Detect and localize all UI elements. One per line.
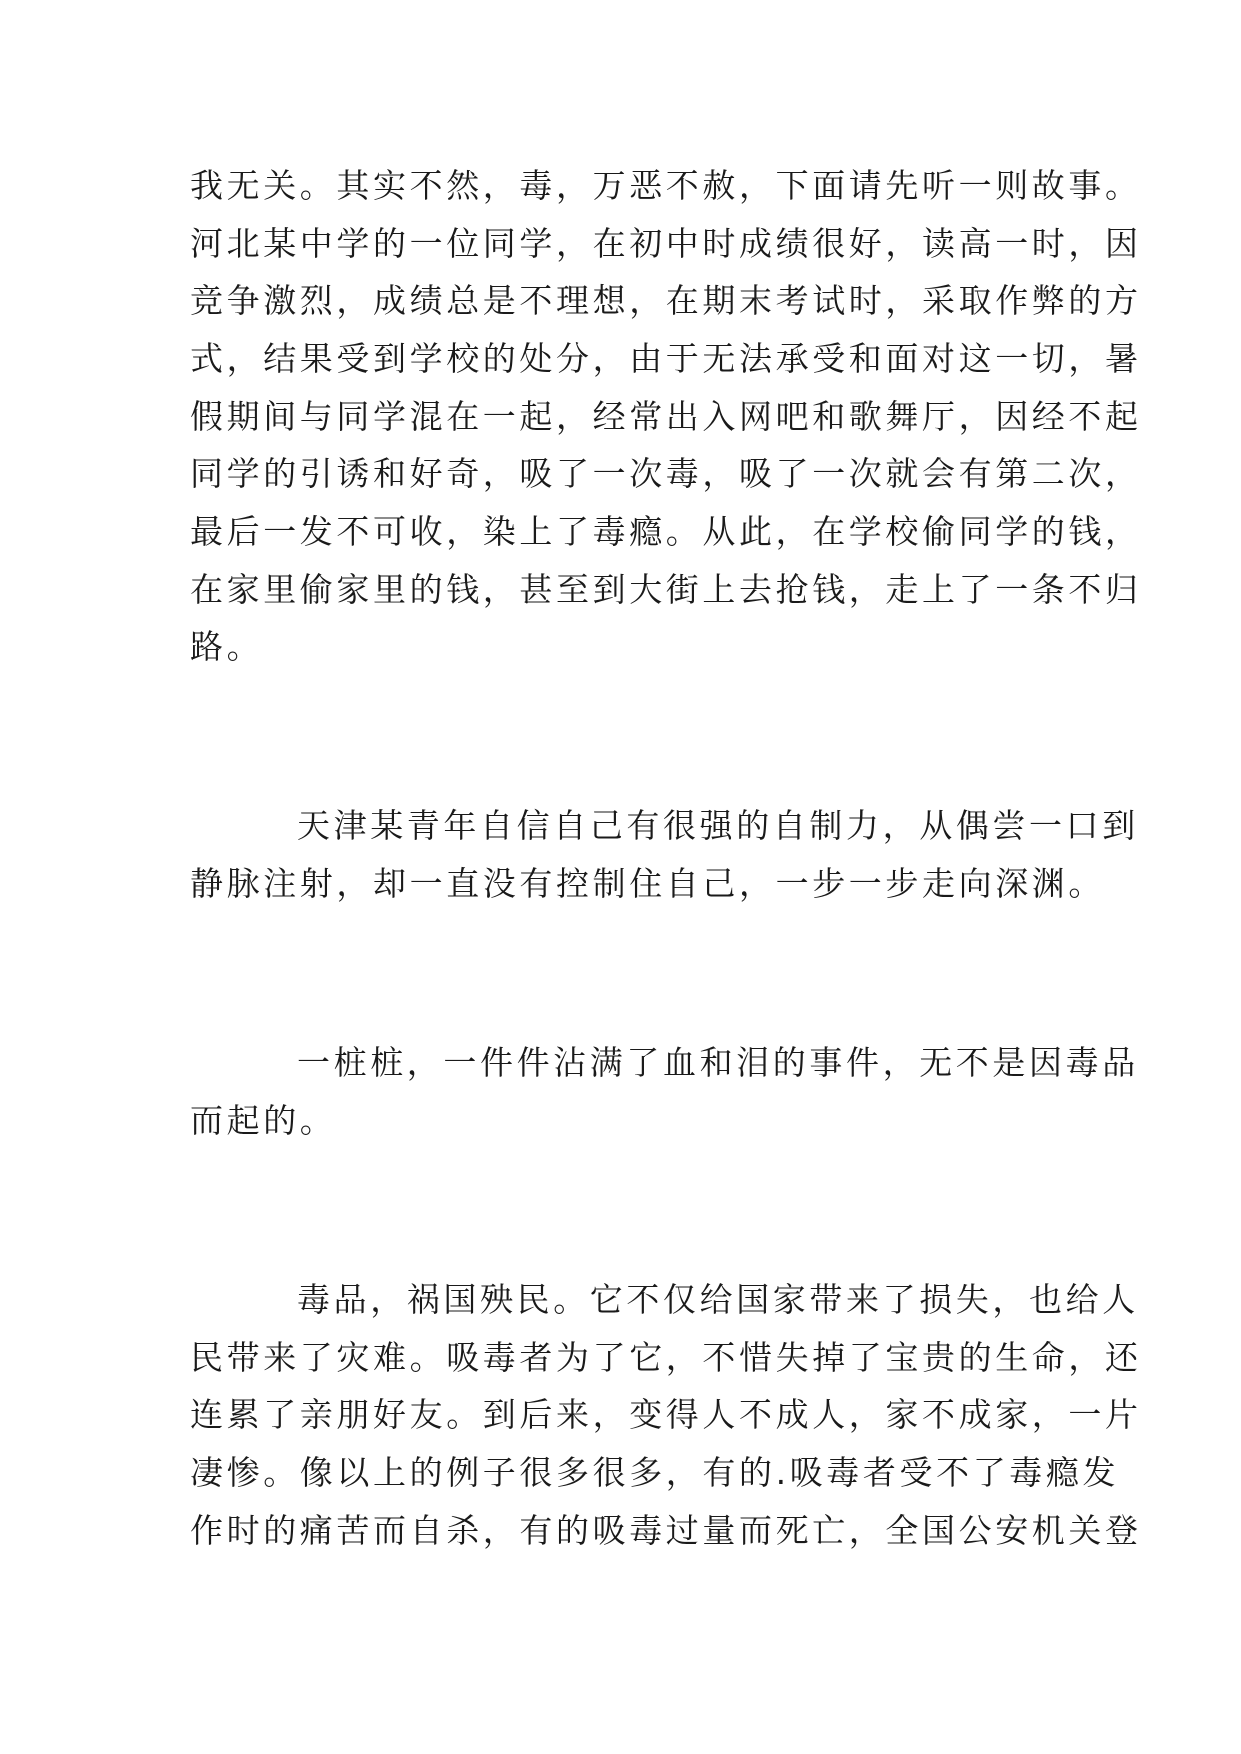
paragraph-1-line-9: 路。	[190, 627, 264, 666]
paragraph-4-line-5: 作时的痛苦而自杀，有的吸毒过量而死亡，全国公安机关登	[190, 1511, 1142, 1550]
paragraph-1-line-7: 最后一发不可收，染上了毒瘾。从此，在学校偷同学的钱，	[190, 512, 1142, 551]
paragraph-3-line-2: 而起的。	[190, 1101, 337, 1140]
paragraph-2-line-1: 天津某青年自信自己有很强的自制力，从偶尝一口到	[297, 806, 1139, 845]
paragraph-3-line-1: 一桩桩，一件件沾满了血和泪的事件，无不是因毒品	[297, 1043, 1139, 1082]
paragraph-1-line-8: 在家里偷家里的钱，甚至到大街上去抢钱，走上了一条不归	[190, 570, 1142, 609]
paragraph-1-line-1: 我无关。其实不然，毒，万恶不赦，下面请先听一则故事。	[190, 166, 1142, 205]
paragraph-1-line-4: 式，结果受到学校的处分，由于无法承受和面对这一切，暑	[190, 339, 1142, 378]
paragraph-1-line-6: 同学的引诱和好奇，吸了一次毒，吸了一次就会有第二次，	[190, 454, 1142, 493]
paragraph-4-line-1: 毒品，祸国殃民。它不仅给国家带来了损失，也给人	[297, 1280, 1139, 1319]
paragraph-4-line-2: 民带来了灾难。吸毒者为了它，不惜失掉了宝贵的生命，还	[190, 1338, 1142, 1377]
paragraph-2-line-2: 静脉注射，却一直没有控制住自己，一步一步走向深渊。	[190, 864, 1105, 903]
paragraph-4-line-4: 凄惨。像以上的例子很多很多，有的.吸毒者受不了毒瘾发	[190, 1453, 1120, 1492]
paragraph-4-line-3: 连累了亲朋好友。到后来，变得人不成人，家不成家，一片	[190, 1395, 1142, 1434]
paragraph-1-line-3: 竞争激烈，成绩总是不理想，在期末考试时，采取作弊的方	[190, 281, 1142, 320]
paragraph-1-line-5: 假期间与同学混在一起，经常出入网吧和歌舞厅，因经不起	[190, 397, 1142, 436]
paragraph-1-line-2: 河北某中学的一位同学，在初中时成绩很好，读高一时，因	[190, 224, 1142, 263]
